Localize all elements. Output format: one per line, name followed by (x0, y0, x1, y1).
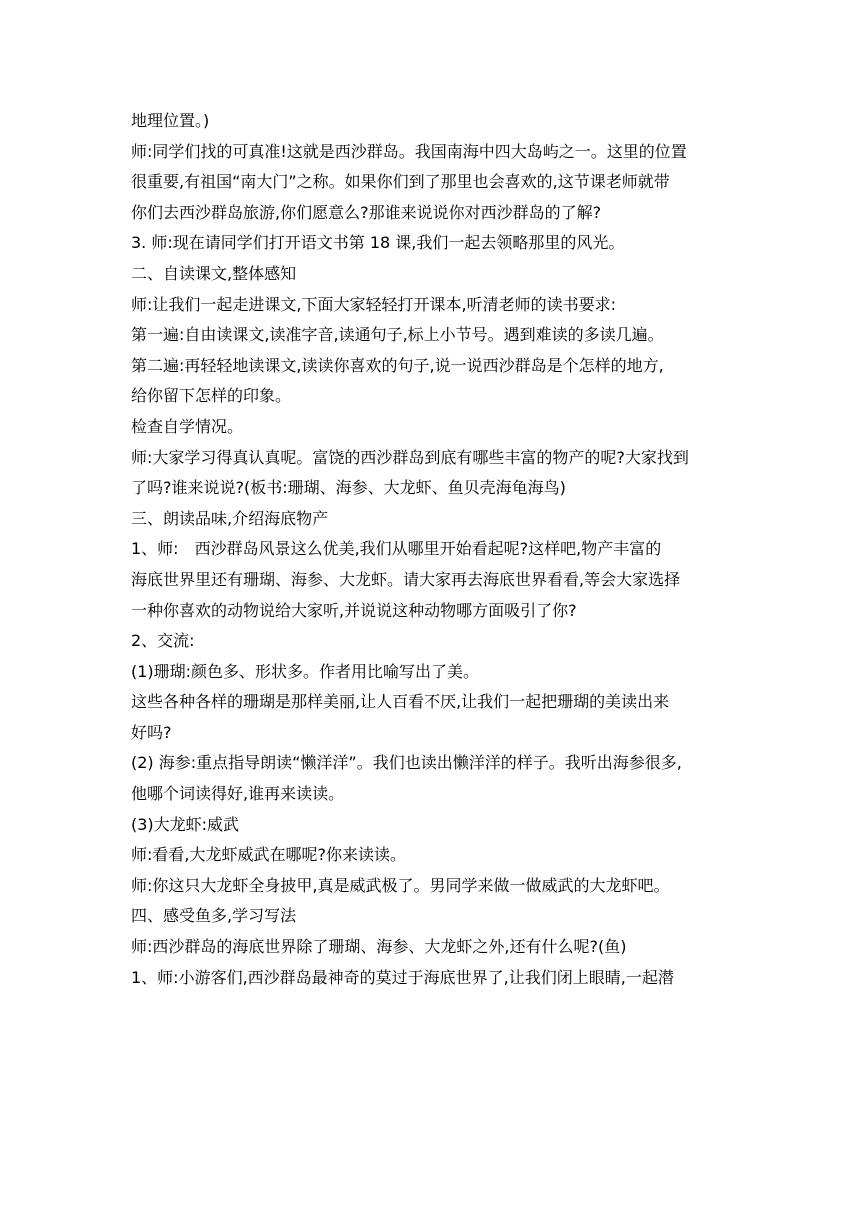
text-line: (2) 海参:重点指导朗读“懒洋洋”。我们也读出懒洋洋的样子。我听出海参很多, (131, 753, 682, 773)
text-line: 师:同学们找的可真准!这就是西沙群岛。我国南海中四大岛屿之一。这里的位置 (131, 141, 687, 161)
text-line: 师:大家学习得真认真呢。富饶的西沙群岛到底有哪些丰富的物产的呢?大家找到 (131, 447, 689, 467)
text-line: 好吗? (131, 722, 172, 742)
text-line: 师:看看,大龙虾威武在哪呢?你来读读。 (131, 845, 406, 865)
text-line: 这些各种各样的珊瑚是那样美丽,让人百看不厌,让我们一起把珊瑚的美读出来 (131, 692, 670, 712)
section-heading: 三、朗读品味,介绍海底物产 (131, 508, 329, 528)
text-line: 1、师:小游客们,西沙群岛最神奇的莫过于海底世界了,让我们闭上眼睛,一起潜 (131, 967, 674, 987)
text-line: 师:你这只大龙虾全身披甲,真是威武极了。男同学来做一做威武的大龙虾吧。 (131, 875, 670, 895)
text-line: 检查自学情况。 (131, 416, 244, 436)
text-line: 第一遍:自由读课文,读准字音,读通句子,标上小节号。遇到难读的多读几遍。 (131, 325, 664, 345)
text-line: 海底世界里还有珊瑚、海参、大龙虾。请大家再去海底世界看看,等会大家选择 (131, 569, 681, 589)
text-line: 2、交流: (131, 631, 195, 651)
text-line: 第二遍:再轻轻地读课文,读读你喜欢的句子,说一说西沙群岛是个怎样的地方, (131, 355, 664, 375)
text-line: 他哪个词读得好,谁再来读读。 (131, 784, 345, 804)
text-line: 了吗?谁来说说?(板书:珊瑚、海参、大龙虾、鱼贝壳海龟海鸟) (131, 478, 566, 498)
section-heading: 二、自读课文,整体感知 (131, 263, 297, 283)
text-line: 一种你喜欢的动物说给大家听,并说说这种动物哪方面吸引了你? (131, 600, 577, 620)
text-line: (3)大龙虾:威武 (131, 814, 240, 834)
text-line: 3. 师:现在请同学们打开语文书第 18 课,我们一起去领略那里的风光。 (131, 233, 625, 253)
lesson-plan-text (131, 106, 731, 993)
text-line: 你们去西沙群岛旅游,你们愿意么?那谁来说说你对西沙群岛的了解? (131, 202, 602, 222)
text-line: 师:西沙群岛的海底世界除了珊瑚、海参、大龙虾之外,还有什么呢?(鱼) (131, 937, 627, 957)
section-heading: 四、感受鱼多,学习写法 (131, 906, 297, 926)
text-line: 地理位置。) (131, 111, 210, 130)
text-line: 很重要,有祖国“南大门”之称。如果你们到了那里也会喜欢的,这节课老师就带 (131, 172, 670, 192)
text-line: 1、师: 西沙群岛风景这么优美,我们从哪里开始看起呢?这样吧,物产丰富的 (131, 539, 662, 559)
text-line: 给你留下怎样的印象。 (131, 386, 292, 406)
text-line: (1)珊瑚:颜色多、形状多。作者用比喻写出了美。 (131, 661, 480, 681)
text-line: 师:让我们一起走进课文,下面大家轻轻打开课本,听清老师的读书要求: (131, 294, 616, 314)
